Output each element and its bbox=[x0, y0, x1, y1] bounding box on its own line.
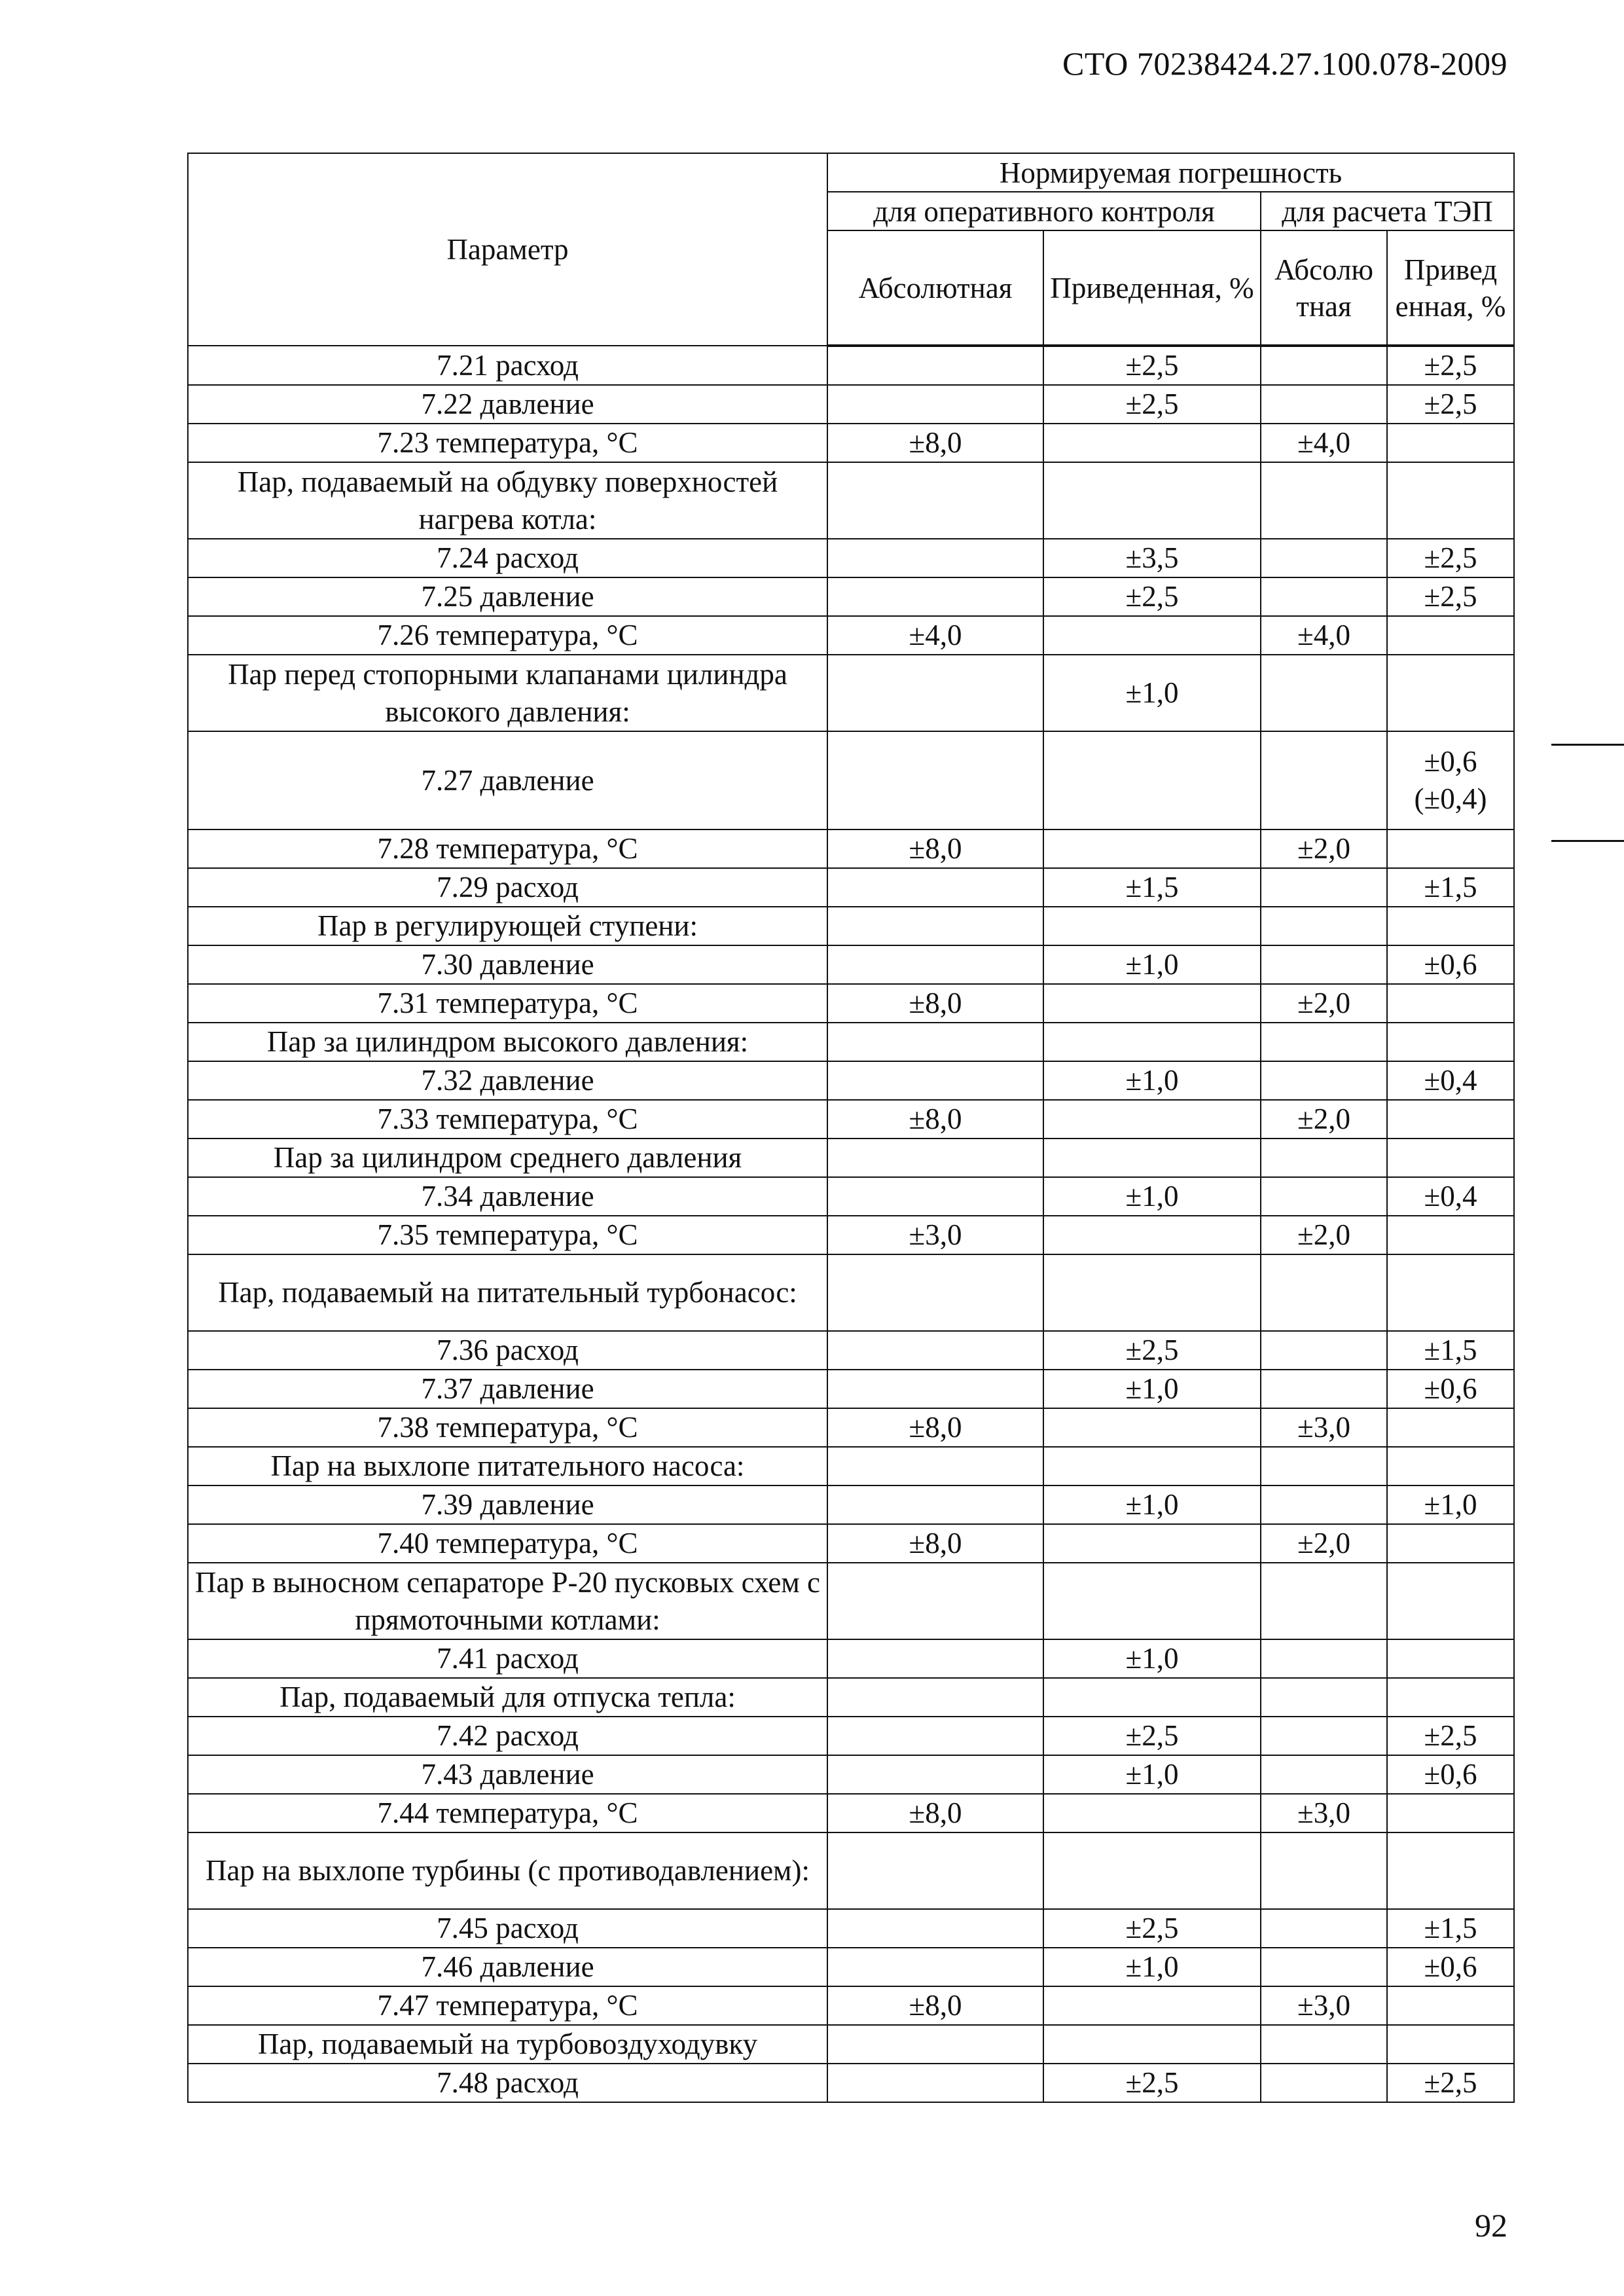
op-rel-cell: ±1,0 bbox=[1043, 1177, 1261, 1216]
tep-rel-cell: ±2,5 bbox=[1387, 1717, 1514, 1755]
table-row bbox=[188, 907, 1514, 945]
table-row bbox=[188, 1755, 1514, 1794]
param-cell: 7.43 давление bbox=[188, 1755, 827, 1794]
op-rel-cell bbox=[1043, 616, 1261, 655]
op-rel-cell: ±1,0 bbox=[1043, 1485, 1261, 1524]
op-abs-cell bbox=[827, 1254, 1043, 1331]
table-row bbox=[188, 462, 1514, 539]
tep-abs-cell bbox=[1261, 1485, 1387, 1524]
tep-abs-cell bbox=[1261, 1331, 1387, 1370]
op-abs-cell bbox=[827, 1177, 1043, 1216]
tep-rel-cell bbox=[1387, 1986, 1514, 2025]
table-row bbox=[188, 1177, 1514, 1216]
table-row bbox=[188, 984, 1514, 1023]
op-rel-cell bbox=[1043, 1563, 1261, 1639]
table-row bbox=[188, 1447, 1514, 1485]
table-row bbox=[188, 1678, 1514, 1717]
change-bar-bottom bbox=[1551, 840, 1624, 842]
table-row bbox=[188, 1216, 1514, 1254]
param-cell: 7.36 расход bbox=[188, 1331, 827, 1370]
op-abs-cell: ±8,0 bbox=[827, 829, 1043, 868]
op-rel-cell bbox=[1043, 1524, 1261, 1563]
tep-abs-cell bbox=[1261, 868, 1387, 907]
tep-abs-cell bbox=[1261, 945, 1387, 984]
tep-rel-cell bbox=[1387, 655, 1514, 731]
table-row bbox=[188, 1794, 1514, 1832]
tep-abs-cell: ±3,0 bbox=[1261, 1986, 1387, 2025]
tep-abs-cell: ±2,0 bbox=[1261, 984, 1387, 1023]
tep-rel-cell: ±2,5 bbox=[1387, 385, 1514, 424]
tep-abs-cell bbox=[1261, 462, 1387, 539]
tep-abs-cell bbox=[1261, 1639, 1387, 1678]
header-tep-calc: для расчета ТЭП bbox=[1261, 192, 1514, 230]
tep-rel-cell bbox=[1387, 1254, 1514, 1331]
op-abs-cell bbox=[827, 1563, 1043, 1639]
tep-rel-cell: ±2,5 bbox=[1387, 539, 1514, 577]
op-abs-cell bbox=[827, 907, 1043, 945]
tep-rel-cell bbox=[1387, 1832, 1514, 1909]
tep-rel-cell bbox=[1387, 1023, 1514, 1061]
op-rel-cell bbox=[1043, 1100, 1261, 1139]
param-cell: 7.33 температура, °С bbox=[188, 1100, 827, 1139]
tep-rel-cell: ±0,4 bbox=[1387, 1177, 1514, 1216]
table-row bbox=[188, 655, 1514, 731]
param-cell: 7.40 температура, °С bbox=[188, 1524, 827, 1563]
table-row bbox=[188, 1485, 1514, 1524]
op-rel-cell: ±1,0 bbox=[1043, 655, 1261, 731]
tep-abs-cell: ±4,0 bbox=[1261, 616, 1387, 655]
table-row bbox=[188, 1370, 1514, 1408]
tep-abs-cell bbox=[1261, 1061, 1387, 1100]
param-cell: 7.34 давление bbox=[188, 1177, 827, 1216]
tep-abs-cell bbox=[1261, 907, 1387, 945]
param-cell: Пар перед стопорными клапанами цилиндра высокого давления: bbox=[188, 655, 827, 731]
table-row bbox=[188, 1023, 1514, 1061]
table-row bbox=[188, 1100, 1514, 1139]
tep-abs-cell bbox=[1261, 1023, 1387, 1061]
tep-abs-cell bbox=[1261, 1678, 1387, 1717]
header-parameter: Параметр bbox=[188, 153, 827, 346]
op-rel-cell bbox=[1043, 1254, 1261, 1331]
param-cell: 7.30 давление bbox=[188, 945, 827, 984]
op-rel-cell bbox=[1043, 1832, 1261, 1909]
op-rel-cell: ±1,0 bbox=[1043, 1061, 1261, 1100]
tep-rel-cell: ±0,6 bbox=[1387, 945, 1514, 984]
tep-rel-cell bbox=[1387, 984, 1514, 1023]
op-rel-cell bbox=[1043, 1216, 1261, 1254]
table-body bbox=[188, 346, 1514, 2102]
table-row bbox=[188, 829, 1514, 868]
op-rel-cell: ±2,5 bbox=[1043, 1717, 1261, 1755]
op-rel-cell: ±2,5 bbox=[1043, 346, 1261, 385]
param-cell: Пар в регулирующей ступени: bbox=[188, 907, 827, 945]
tep-rel-cell: ±0,6 bbox=[1387, 1948, 1514, 1986]
table-row bbox=[188, 1909, 1514, 1948]
op-abs-cell bbox=[827, 577, 1043, 616]
op-rel-cell bbox=[1043, 1986, 1261, 2025]
op-abs-cell bbox=[827, 1909, 1043, 1948]
op-abs-cell bbox=[827, 385, 1043, 424]
op-abs-cell bbox=[827, 1755, 1043, 1794]
op-abs-cell bbox=[827, 1447, 1043, 1485]
tep-abs-cell bbox=[1261, 1139, 1387, 1177]
table-row bbox=[188, 346, 1514, 385]
param-cell: 7.31 температура, °С bbox=[188, 984, 827, 1023]
tep-abs-cell bbox=[1261, 2064, 1387, 2102]
tep-rel-cell bbox=[1387, 829, 1514, 868]
tep-rel-cell: ±0,6 bbox=[1387, 1755, 1514, 1794]
table-row bbox=[188, 539, 1514, 577]
op-rel-cell: ±1,0 bbox=[1043, 1639, 1261, 1678]
table-row bbox=[188, 1563, 1514, 1639]
op-rel-cell bbox=[1043, 2025, 1261, 2064]
op-abs-cell bbox=[827, 1139, 1043, 1177]
op-rel-cell bbox=[1043, 1408, 1261, 1447]
tep-abs-cell: ±2,0 bbox=[1261, 829, 1387, 868]
param-cell: Пар за цилиндром высокого давления: bbox=[188, 1023, 827, 1061]
tep-rel-cell bbox=[1387, 1447, 1514, 1485]
header-norm-error: Нормируемая погрешность bbox=[827, 153, 1514, 192]
param-cell: Пар на выхлопе питательного насоса: bbox=[188, 1447, 827, 1485]
param-cell: 7.41 расход bbox=[188, 1639, 827, 1678]
op-abs-cell bbox=[827, 945, 1043, 984]
param-cell: Пар, подаваемый для отпуска тепла: bbox=[188, 1678, 827, 1717]
param-cell: 7.42 расход bbox=[188, 1717, 827, 1755]
tep-abs-cell: ±2,0 bbox=[1261, 1100, 1387, 1139]
table-row bbox=[188, 1331, 1514, 1370]
op-rel-cell bbox=[1043, 984, 1261, 1023]
tep-abs-cell bbox=[1261, 1254, 1387, 1331]
op-rel-cell: ±2,5 bbox=[1043, 1909, 1261, 1948]
tep-rel-cell: ±2,5 bbox=[1387, 2064, 1514, 2102]
param-cell: Пар, подаваемый на обдувку поверхностей нагрева котла: bbox=[188, 462, 827, 539]
param-cell: 7.44 температура, °С bbox=[188, 1794, 827, 1832]
table-row bbox=[188, 616, 1514, 655]
tep-abs-cell bbox=[1261, 346, 1387, 385]
table-row bbox=[188, 1717, 1514, 1755]
op-rel-cell bbox=[1043, 829, 1261, 868]
tep-rel-cell: ±1,5 bbox=[1387, 1909, 1514, 1948]
param-cell: 7.32 давление bbox=[188, 1061, 827, 1100]
param-cell: 7.24 расход bbox=[188, 539, 827, 577]
op-abs-cell: ±8,0 bbox=[827, 984, 1043, 1023]
op-abs-cell bbox=[827, 346, 1043, 385]
param-cell: Пар в выносном сепараторе Р-20 пусковых схем с прямоточными котлами: bbox=[188, 1563, 827, 1639]
param-cell: 7.48 расход bbox=[188, 2064, 827, 2102]
op-rel-cell: ±2,5 bbox=[1043, 1331, 1261, 1370]
op-rel-cell bbox=[1043, 1794, 1261, 1832]
table-row bbox=[188, 1948, 1514, 1986]
tep-rel-cell: ±2,5 bbox=[1387, 577, 1514, 616]
op-rel-cell bbox=[1043, 1139, 1261, 1177]
tep-abs-cell bbox=[1261, 539, 1387, 577]
tep-rel-cell: ±1,5 bbox=[1387, 1331, 1514, 1370]
op-abs-cell bbox=[827, 2025, 1043, 2064]
op-rel-cell: ±1,5 bbox=[1043, 868, 1261, 907]
change-bar-top bbox=[1551, 744, 1624, 746]
op-rel-cell bbox=[1043, 1023, 1261, 1061]
param-cell: 7.23 температура, °С bbox=[188, 424, 827, 462]
table-row bbox=[188, 2025, 1514, 2064]
tep-abs-cell bbox=[1261, 577, 1387, 616]
param-cell: 7.37 давление bbox=[188, 1370, 827, 1408]
op-abs-cell: ±8,0 bbox=[827, 1986, 1043, 2025]
table-row bbox=[188, 868, 1514, 907]
tep-abs-cell: ±3,0 bbox=[1261, 1408, 1387, 1447]
param-cell: 7.46 давление bbox=[188, 1948, 827, 1986]
param-cell: 7.22 давление bbox=[188, 385, 827, 424]
tep-rel-cell bbox=[1387, 1563, 1514, 1639]
op-abs-cell bbox=[827, 462, 1043, 539]
table-row bbox=[188, 945, 1514, 984]
tep-rel-cell bbox=[1387, 1100, 1514, 1139]
tep-rel-cell: ±1,0 bbox=[1387, 1485, 1514, 1524]
header-op-absolute: Абсолютная bbox=[827, 230, 1043, 346]
param-cell: 7.35 температура, °С bbox=[188, 1216, 827, 1254]
table-row bbox=[188, 1254, 1514, 1331]
op-rel-cell: ±1,0 bbox=[1043, 1370, 1261, 1408]
op-rel-cell: ±1,0 bbox=[1043, 945, 1261, 984]
tep-rel-cell: ±0,4 bbox=[1387, 1061, 1514, 1100]
table-row bbox=[188, 731, 1514, 829]
table-row bbox=[188, 385, 1514, 424]
header-tep-absolute: Абсолю тная bbox=[1261, 230, 1387, 346]
header-op-control: для оперативного контроля bbox=[827, 192, 1261, 230]
op-abs-cell bbox=[827, 2064, 1043, 2102]
op-abs-cell bbox=[827, 1061, 1043, 1100]
tep-rel-cell bbox=[1387, 1139, 1514, 1177]
param-cell: 7.47 температура, °С bbox=[188, 1986, 827, 2025]
op-abs-cell bbox=[827, 1948, 1043, 1986]
param-cell: 7.29 расход bbox=[188, 868, 827, 907]
tep-abs-cell: ±4,0 bbox=[1261, 424, 1387, 462]
tep-rel-cell bbox=[1387, 1216, 1514, 1254]
tep-abs-cell bbox=[1261, 1177, 1387, 1216]
param-cell: 7.28 температура, °С bbox=[188, 829, 827, 868]
tep-abs-cell: ±2,0 bbox=[1261, 1216, 1387, 1254]
document-code: СТО 70238424.27.100.078-2009 bbox=[1062, 45, 1507, 82]
tep-abs-cell: ±2,0 bbox=[1261, 1524, 1387, 1563]
table-header bbox=[188, 153, 1514, 346]
tep-rel-cell: ±1,5 bbox=[1387, 868, 1514, 907]
op-abs-cell: ±8,0 bbox=[827, 1794, 1043, 1832]
op-abs-cell bbox=[827, 1023, 1043, 1061]
tep-rel-cell bbox=[1387, 1524, 1514, 1563]
op-abs-cell: ±8,0 bbox=[827, 1524, 1043, 1563]
op-rel-cell: ±1,0 bbox=[1043, 1948, 1261, 1986]
tep-rel-cell bbox=[1387, 616, 1514, 655]
op-abs-cell bbox=[827, 1485, 1043, 1524]
op-abs-cell bbox=[827, 868, 1043, 907]
header-tep-relative: Привед енная, % bbox=[1387, 230, 1514, 346]
tep-rel-cell bbox=[1387, 462, 1514, 539]
tep-abs-cell bbox=[1261, 731, 1387, 829]
op-rel-cell: ±2,5 bbox=[1043, 2064, 1261, 2102]
tep-abs-cell bbox=[1261, 655, 1387, 731]
tep-abs-cell bbox=[1261, 1755, 1387, 1794]
tep-rel-cell bbox=[1387, 1639, 1514, 1678]
tep-rel-cell: ±0,6 bbox=[1387, 1370, 1514, 1408]
tep-rel-cell bbox=[1387, 424, 1514, 462]
op-rel-cell: ±1,0 bbox=[1043, 1755, 1261, 1794]
op-rel-cell bbox=[1043, 907, 1261, 945]
param-cell: Пар за цилиндром среднего давления bbox=[188, 1139, 827, 1177]
tep-rel-cell bbox=[1387, 2025, 1514, 2064]
table-row bbox=[188, 424, 1514, 462]
param-cell: 7.25 давление bbox=[188, 577, 827, 616]
table-row bbox=[188, 1639, 1514, 1678]
op-abs-cell: ±8,0 bbox=[827, 1408, 1043, 1447]
op-abs-cell bbox=[827, 539, 1043, 577]
op-abs-cell bbox=[827, 1331, 1043, 1370]
op-abs-cell bbox=[827, 1370, 1043, 1408]
tep-abs-cell bbox=[1261, 1563, 1387, 1639]
table-row bbox=[188, 1524, 1514, 1563]
op-rel-cell bbox=[1043, 1678, 1261, 1717]
tep-abs-cell bbox=[1261, 1832, 1387, 1909]
tep-abs-cell bbox=[1261, 1447, 1387, 1485]
table-row bbox=[188, 577, 1514, 616]
tep-abs-cell bbox=[1261, 1370, 1387, 1408]
op-rel-cell: ±2,5 bbox=[1043, 577, 1261, 616]
param-cell: Пар, подаваемый на турбовоздуходувку bbox=[188, 2025, 827, 2064]
param-cell: Пар, подаваемый на питательный турбонасос: bbox=[188, 1254, 827, 1331]
tep-rel-cell bbox=[1387, 1794, 1514, 1832]
header-op-relative: Приведенная, % bbox=[1043, 230, 1261, 346]
tep-rel-cell: ±0,6 (±0,4) bbox=[1387, 731, 1514, 829]
table-row bbox=[188, 2064, 1514, 2102]
param-cell: 7.39 давление bbox=[188, 1485, 827, 1524]
op-rel-cell: ±2,5 bbox=[1043, 385, 1261, 424]
table-row bbox=[188, 1986, 1514, 2025]
op-abs-cell bbox=[827, 1717, 1043, 1755]
op-rel-cell bbox=[1043, 731, 1261, 829]
table-row bbox=[188, 1139, 1514, 1177]
param-cell: Пар на выхлопе турбины (с противодавлением): bbox=[188, 1832, 827, 1909]
op-rel-cell: ±3,5 bbox=[1043, 539, 1261, 577]
op-abs-cell bbox=[827, 655, 1043, 731]
param-cell: 7.38 температура, °С bbox=[188, 1408, 827, 1447]
op-abs-cell: ±3,0 bbox=[827, 1216, 1043, 1254]
tep-abs-cell bbox=[1261, 1948, 1387, 1986]
op-abs-cell: ±8,0 bbox=[827, 424, 1043, 462]
tep-rel-cell bbox=[1387, 1408, 1514, 1447]
table-row bbox=[188, 1408, 1514, 1447]
op-abs-cell: ±8,0 bbox=[827, 1100, 1043, 1139]
tep-abs-cell bbox=[1261, 1909, 1387, 1948]
op-abs-cell: ±4,0 bbox=[827, 616, 1043, 655]
table-row bbox=[188, 1061, 1514, 1100]
tep-rel-cell bbox=[1387, 907, 1514, 945]
param-cell: 7.21 расход bbox=[188, 346, 827, 385]
tep-abs-cell bbox=[1261, 1717, 1387, 1755]
param-cell: 7.45 расход bbox=[188, 1909, 827, 1948]
tep-abs-cell: ±3,0 bbox=[1261, 1794, 1387, 1832]
param-cell: 7.27 давление bbox=[188, 731, 827, 829]
param-cell: 7.26 температура, °С bbox=[188, 616, 827, 655]
op-rel-cell bbox=[1043, 1447, 1261, 1485]
page-number: 92 bbox=[1475, 2207, 1507, 2244]
op-rel-cell bbox=[1043, 424, 1261, 462]
op-abs-cell bbox=[827, 1678, 1043, 1717]
tep-abs-cell bbox=[1261, 2025, 1387, 2064]
op-rel-cell bbox=[1043, 462, 1261, 539]
table-row bbox=[188, 1832, 1514, 1909]
tep-rel-cell: ±2,5 bbox=[1387, 346, 1514, 385]
error-norms-table bbox=[187, 153, 1515, 2103]
op-abs-cell bbox=[827, 1639, 1043, 1678]
tep-abs-cell bbox=[1261, 385, 1387, 424]
op-abs-cell bbox=[827, 1832, 1043, 1909]
op-abs-cell bbox=[827, 731, 1043, 829]
tep-rel-cell bbox=[1387, 1678, 1514, 1717]
